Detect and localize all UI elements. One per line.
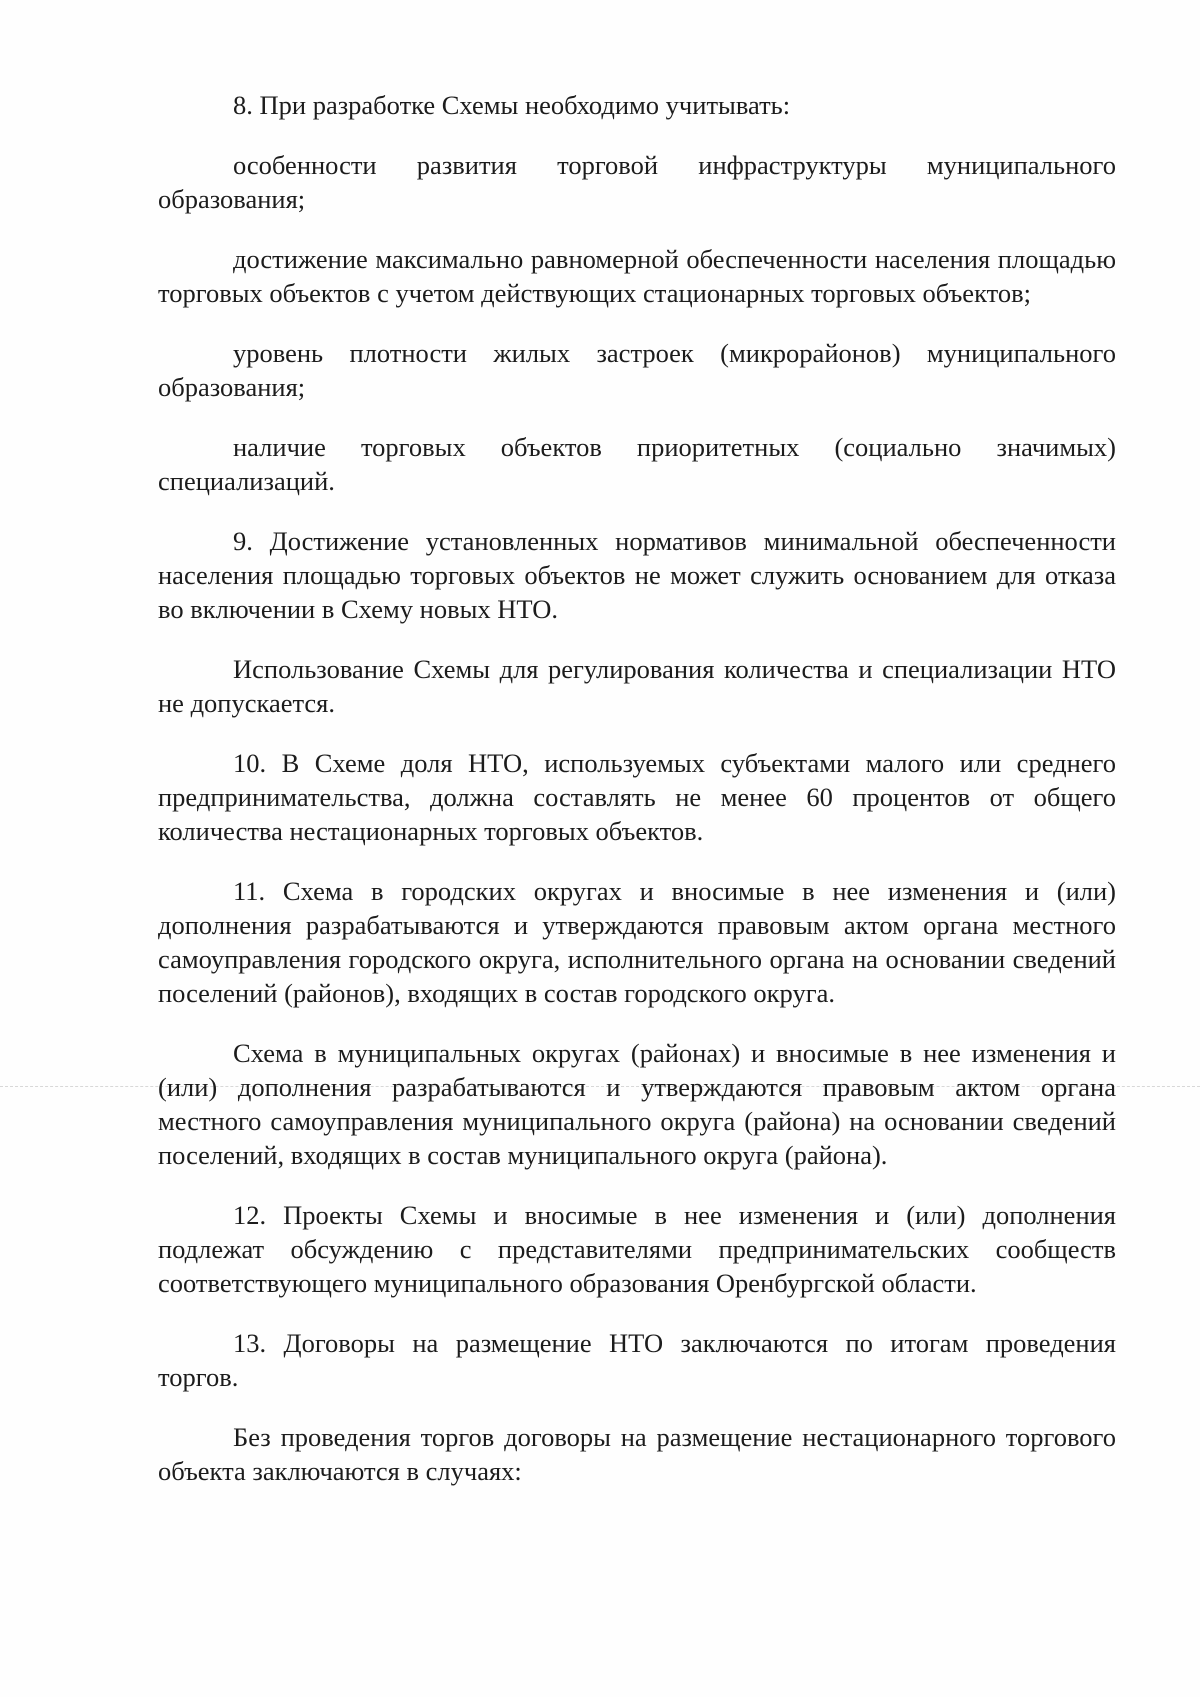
paragraph-11-municipal: Схема в муниципальных округах (районах) и вносимые в нее изменения и (или) дополнения разрабатываются и утверждаются правовым актом органа местного самоуправления муниципального округа (района) на основании сведений поселений, входящих в состав муниципального округа (района). <box>158 1038 1116 1170</box>
paragraph-11: 11. Схема в городских округах и вносимые в нее изменения и (или) дополнения разрабатываются и утверждаются правовым актом органа местного самоуправления городского округа, исполнительного органа на основании сведений поселений (районов), входящих в состав городского округа. <box>158 876 1116 1008</box>
paragraph-density: уровень плотности жилых застроек (микрорайонов) муниципального образования; <box>158 338 1116 402</box>
paragraph-priority-specializations: наличие торговых объектов приоритетных (социально значимых) специализаций. <box>158 432 1116 496</box>
paragraph-trade-infrastructure: особенности развития торговой инфраструктуры муниципального образования; <box>158 150 1116 214</box>
paragraph-13-without-auction: Без проведения торгов договоры на размещение нестационарного торгового объекта заключаются в случаях: <box>158 1422 1116 1486</box>
paragraph-12: 12. Проекты Схемы и вносимые в нее изменения и (или) дополнения подлежат обсуждению с представителями предпринимательских сообществ соответствующего муниципального образования Оренбургской области. <box>158 1200 1116 1298</box>
document-body <box>158 88 1116 1488</box>
paragraph-8-intro: 8. При разработке Схемы необходимо учитывать: <box>233 90 791 120</box>
paragraph-9: 9. Достижение установленных нормативов минимальной обеспеченности населения площадью торговых объектов не может служить основанием для отказа во включении в Схему новых НТО. <box>158 526 1116 624</box>
paragraph-13: 13. Договоры на размещение НТО заключаются по итогам проведения торгов. <box>158 1328 1116 1392</box>
paragraph-uniform-provision: достижение максимально равномерной обеспеченности населения площадью торговых объектов с учетом действующих стационарных торговых объектов; <box>158 244 1116 308</box>
paragraph-scheme-use: Использование Схемы для регулирования количества и специализации НТО не допускается. <box>158 654 1116 718</box>
paragraph-10: 10. В Схеме доля НТО, используемых субъектами малого или среднего предпринимательства, должна составлять не менее 60 процентов от общего количества нестационарных торговых объектов. <box>158 748 1116 846</box>
